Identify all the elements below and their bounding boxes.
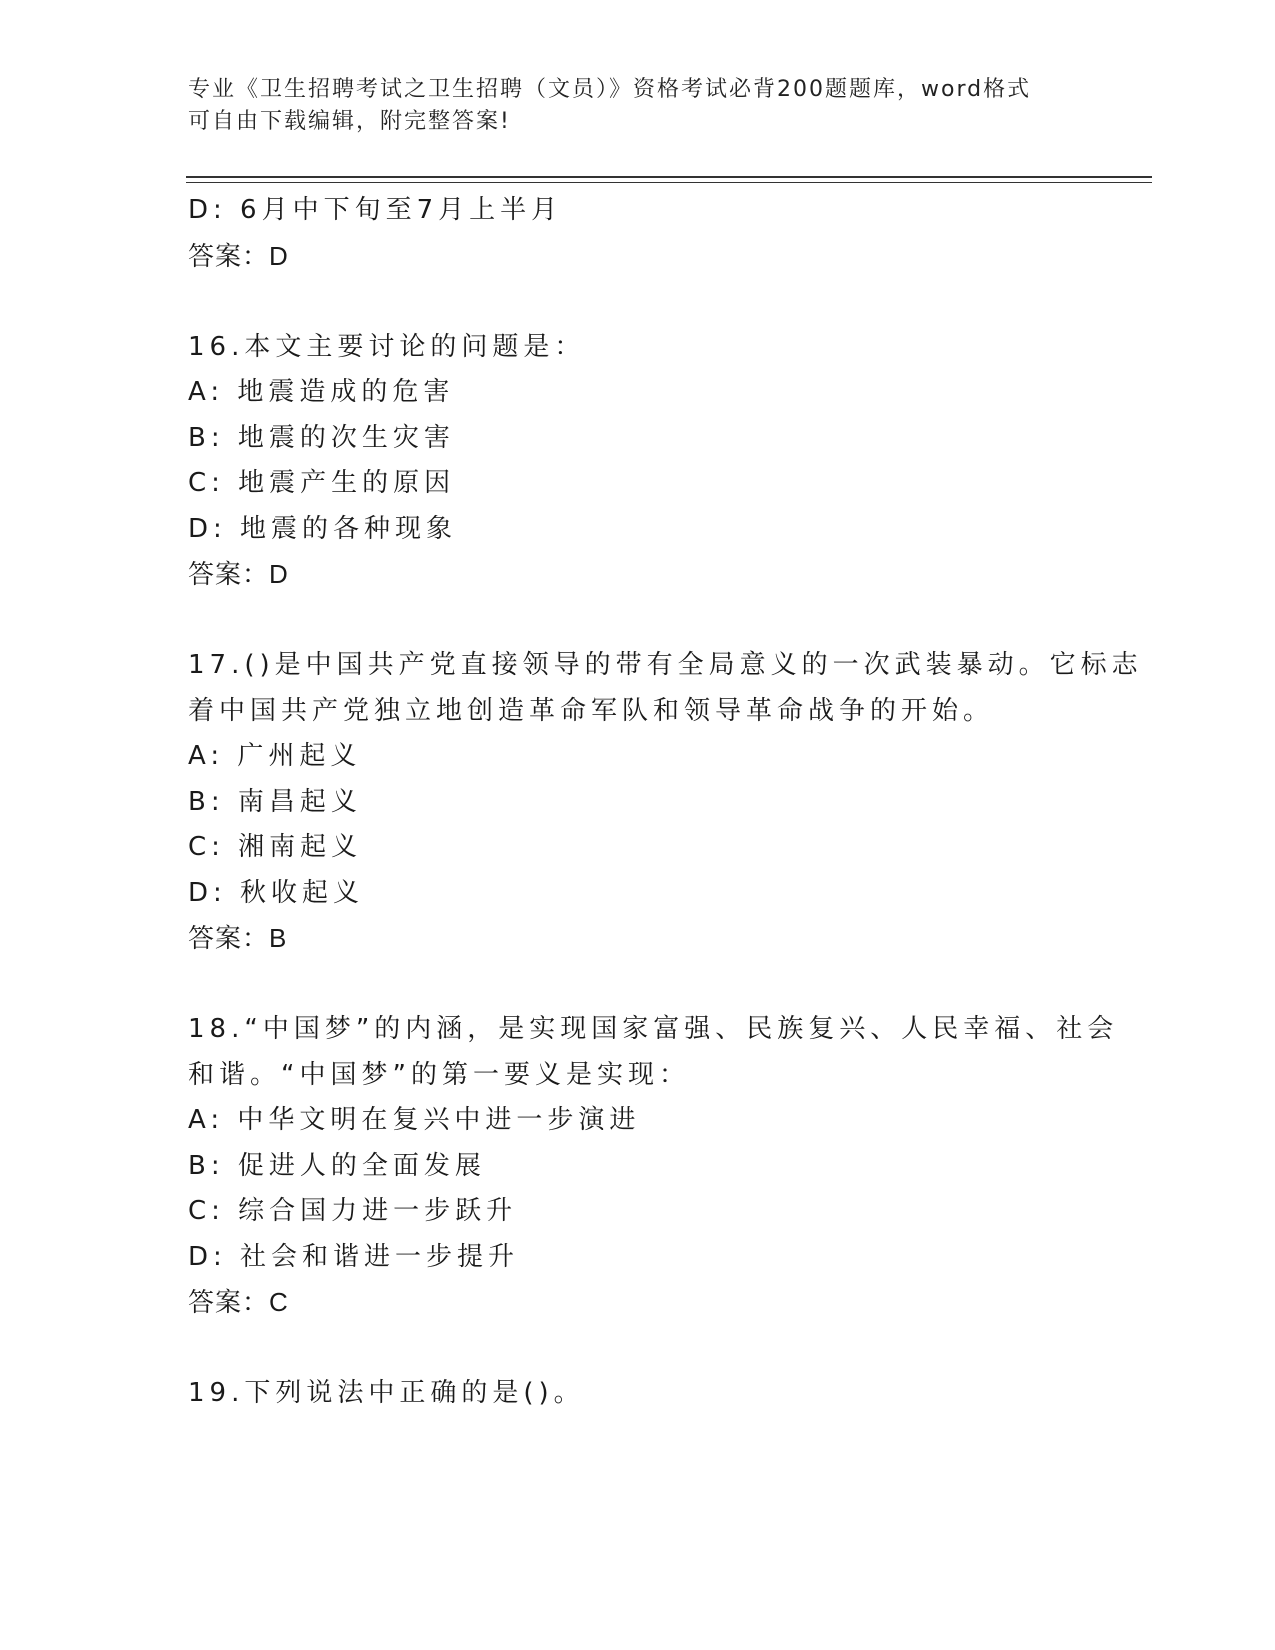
spacer (188, 962, 1088, 1008)
answer-label: 答案：C (188, 1287, 289, 1317)
option-c: C: 地震产生的原因 (188, 468, 456, 498)
option-d: D: 6月中下旬至7月上半月 (188, 195, 563, 225)
question-stem: 19.下列说法中正确的是()。 (188, 1378, 585, 1408)
question-18 (188, 1007, 1119, 1326)
question-list (188, 188, 1143, 1417)
answer-label: 答案：B (188, 923, 288, 953)
question-stem-line-1: 17.()是中国共产党直接领导的带有全局意义的一次武装暴动。它标志 (188, 650, 1143, 680)
header-divider-thin (186, 182, 1152, 183)
spacer (188, 279, 1088, 325)
question-stem-line-2: 着中国共产党独立地创造革命军队和领导革命战争的开始。 (188, 695, 995, 726)
option-a: A: 中华文明在复兴中进一步演进 (188, 1105, 641, 1135)
answer-label: 答案：D (188, 240, 289, 271)
document-header (188, 74, 1088, 138)
question-17 (188, 643, 1143, 962)
option-d: D: 秋收起义 (188, 877, 365, 908)
option-b: B: 促进人的全面发展 (188, 1150, 486, 1181)
question-stem-line-2: 和谐。“中国梦”的第一要义是实现： (188, 1059, 690, 1090)
option-c: C: 湘南起义 (188, 832, 363, 862)
question-19 (188, 1371, 1088, 1417)
option-b: B: 南昌起义 (188, 786, 362, 817)
question-stem-line-1: 18.“中国梦”的内涵，是实现国家富强、民族复兴、人民幸福、社会 (188, 1014, 1119, 1044)
question-16 (188, 325, 1088, 598)
option-b: B: 地震的次生灾害 (188, 422, 455, 453)
answer-label: 答案：D (188, 559, 289, 589)
header-line-2: 可自由下载编辑，附完整答案! (188, 109, 511, 134)
question-stem: 16.本文主要讨论的问题是： (188, 331, 586, 362)
option-d: D: 社会和谐进一步提升 (188, 1241, 520, 1272)
option-a: A: 广州起义 (188, 741, 362, 771)
spacer (188, 598, 1088, 644)
spacer (188, 1326, 1088, 1372)
question-15-tail (188, 188, 1088, 279)
option-d: D: 地震的各种现象 (188, 513, 458, 544)
header-divider-thick (186, 176, 1152, 178)
option-a: A: 地震造成的危害 (188, 377, 455, 407)
option-c: C: 综合国力进一步跃升 (188, 1196, 518, 1226)
header-line-1: 专业《卫生招聘考试之卫生招聘（文员）》资格考试必背200题题库，word格式 (188, 77, 1032, 102)
